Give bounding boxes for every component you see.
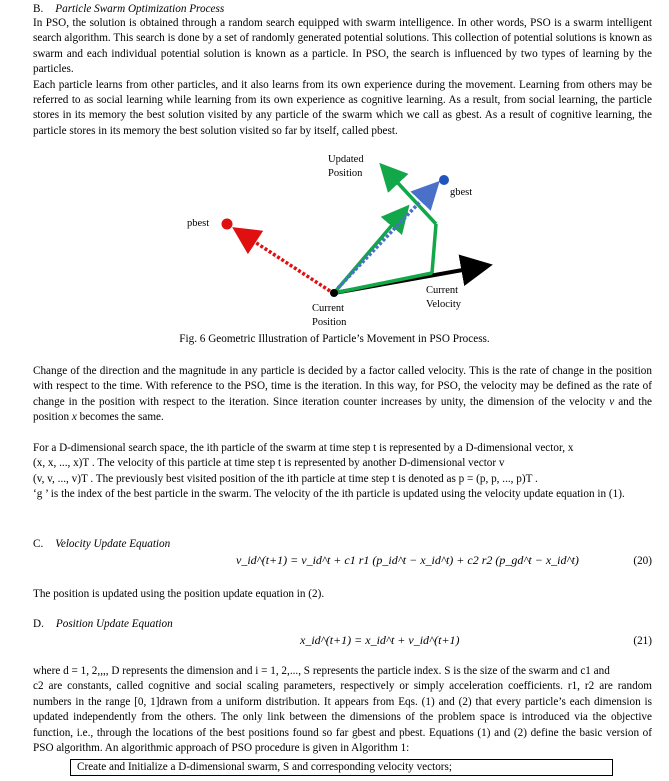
para3-text-a: Change of the direction and the magnitude in any particle is decided by a factor called velocity. This is the rate of change in the position with respect to the time. With reference to the PSO, time is the iteration. In this way, for PSO, the velocity may be defined as the rate of change in the position with respect to the iteration. Since iteration counter increases by unity, the dimension of the velocity bbox=[33, 365, 652, 408]
para3-text-c: becomes the same. bbox=[79, 411, 164, 424]
paragraph-2-text: Each particle learns from other particles, and it also learns from its own experience during the movement. Learning from others may be referred to as social learning while learning from its own experience as cognitive learning. As a result, from social learning, the particle stores in its memory the best solution visited by any particle of the swarm which we call as gbest. As a result of cognitive learning, the particle stores in its memory the best solution visited so far by itself, called pbest. bbox=[33, 78, 652, 137]
section-title: Position Update Equation bbox=[55, 618, 173, 630]
label-current-velocity-2: Velocity bbox=[426, 299, 461, 310]
intro-paragraphs bbox=[33, 16, 652, 139]
section-number: D. bbox=[33, 618, 44, 630]
section-title: Velocity Update Equation bbox=[55, 538, 171, 550]
paragraph-4 bbox=[33, 441, 652, 503]
pbest-point bbox=[222, 219, 233, 230]
para6-line-1: where d = 1, 2,,,, D represents the dimension and i = 1, 2,..., S represents the particle index. S is the size of the swarm and c1 and bbox=[33, 665, 610, 677]
paragraph-1: In PSO, the solution is obtained through a random search equipped with swarm intelligence. In other words, PSO is a swarm intelligent search algorithm. This search is done by a set of randomly generated potential solutions. This collection of potential solutions is known as swarm and each individual potential solution is known as a particle. In PSO, the search is influenced by two types of learning by the particles. bbox=[33, 17, 652, 76]
section-title: Particle Swarm Optimization Process bbox=[55, 3, 225, 15]
label-updated-position: Position bbox=[328, 168, 363, 179]
equation-21-number: (21) bbox=[633, 635, 652, 647]
gbest-direction-arrow bbox=[338, 186, 435, 288]
algorithm-step-box: Create and Initialize a D-dimensional swarm, S and corresponding velocity vectors; bbox=[70, 759, 613, 776]
equation-20: v_id^(t+1) = v_id^t + c1 r1 (p_id^t − x_id^t) + c2 r2 (p_gd^t − x_id^t) bbox=[236, 553, 579, 567]
label-current-position-2: Position bbox=[312, 317, 347, 328]
section-heading-c bbox=[33, 538, 170, 550]
para4-line-3: (v, v, ..., v)T . The previously best visited position of the ith particle at time step t is denoted as p = (p, p, ..., p)T . bbox=[33, 472, 538, 485]
paragraph-5: The position is updated using the position update equation in (2). bbox=[33, 588, 325, 600]
para3-var-x: x bbox=[71, 411, 77, 424]
section-heading-d bbox=[33, 618, 173, 630]
paragraph-2 bbox=[33, 78, 652, 140]
figure-caption: Fig. 6 Geometric Illustration of Particle’s Movement in PSO Process. bbox=[179, 333, 490, 345]
label-updated: Updated bbox=[328, 154, 364, 165]
pso-movement-figure bbox=[0, 148, 669, 333]
para4-line-4: ‘g ’ is the index of the best particle in the swarm. The velocity of the ith particle is updated using the velocity update equation in (1). bbox=[33, 488, 625, 501]
equation-21: x_id^(t+1) = x_id^t + v_id^(t+1) bbox=[300, 633, 460, 647]
gbest-point bbox=[439, 175, 449, 185]
para4-line-2: (x, x, ..., x)T . The velocity of this particle at time step t is represented by another D-dimensional vector v bbox=[33, 457, 505, 470]
label-pbest: pbest bbox=[187, 218, 210, 229]
label-current-position-1: Current bbox=[312, 303, 345, 314]
section-heading-b bbox=[33, 3, 224, 15]
pbest-direction-arrow bbox=[238, 231, 330, 291]
green-segment-2 bbox=[432, 224, 436, 273]
para6-rest: c2 are constants, called cognitive and social scaling parameters, respectively or simply acceleration coefficients. r1, r2 are random numbers in the range [0, 1]drawn from a uniform distribution. It appears from Eqs. (1) and (2) that every particle’s each dimension is updated independently from the others. The only link between the dimensions of the problem space is introduced via the objective function, i.e., through the locations of the best positions found so far gbest and pbest. Equations (1) and (2) define the basic version of PSO algorithm. An algorithmic approach of PSO procedure is given in Algorithm 1: bbox=[33, 680, 652, 755]
label-gbest: gbest bbox=[450, 187, 473, 198]
equation-20-number: (20) bbox=[633, 555, 652, 567]
section-number: B. bbox=[33, 3, 44, 15]
label-current-velocity-1: Current bbox=[426, 285, 459, 296]
paragraph-3 bbox=[33, 364, 652, 426]
updated-position-arrow bbox=[384, 168, 436, 224]
para4-line-1: For a D-dimensional search space, the ith particle of the swarm at time step t is represented by a D-dimensional vector, x bbox=[33, 442, 574, 454]
current-position-point bbox=[330, 289, 338, 297]
section-number: C. bbox=[33, 538, 44, 550]
para3-var-v: v bbox=[609, 395, 615, 408]
paragraph-6 bbox=[33, 664, 652, 756]
para3-text-b: and the position bbox=[33, 395, 653, 424]
